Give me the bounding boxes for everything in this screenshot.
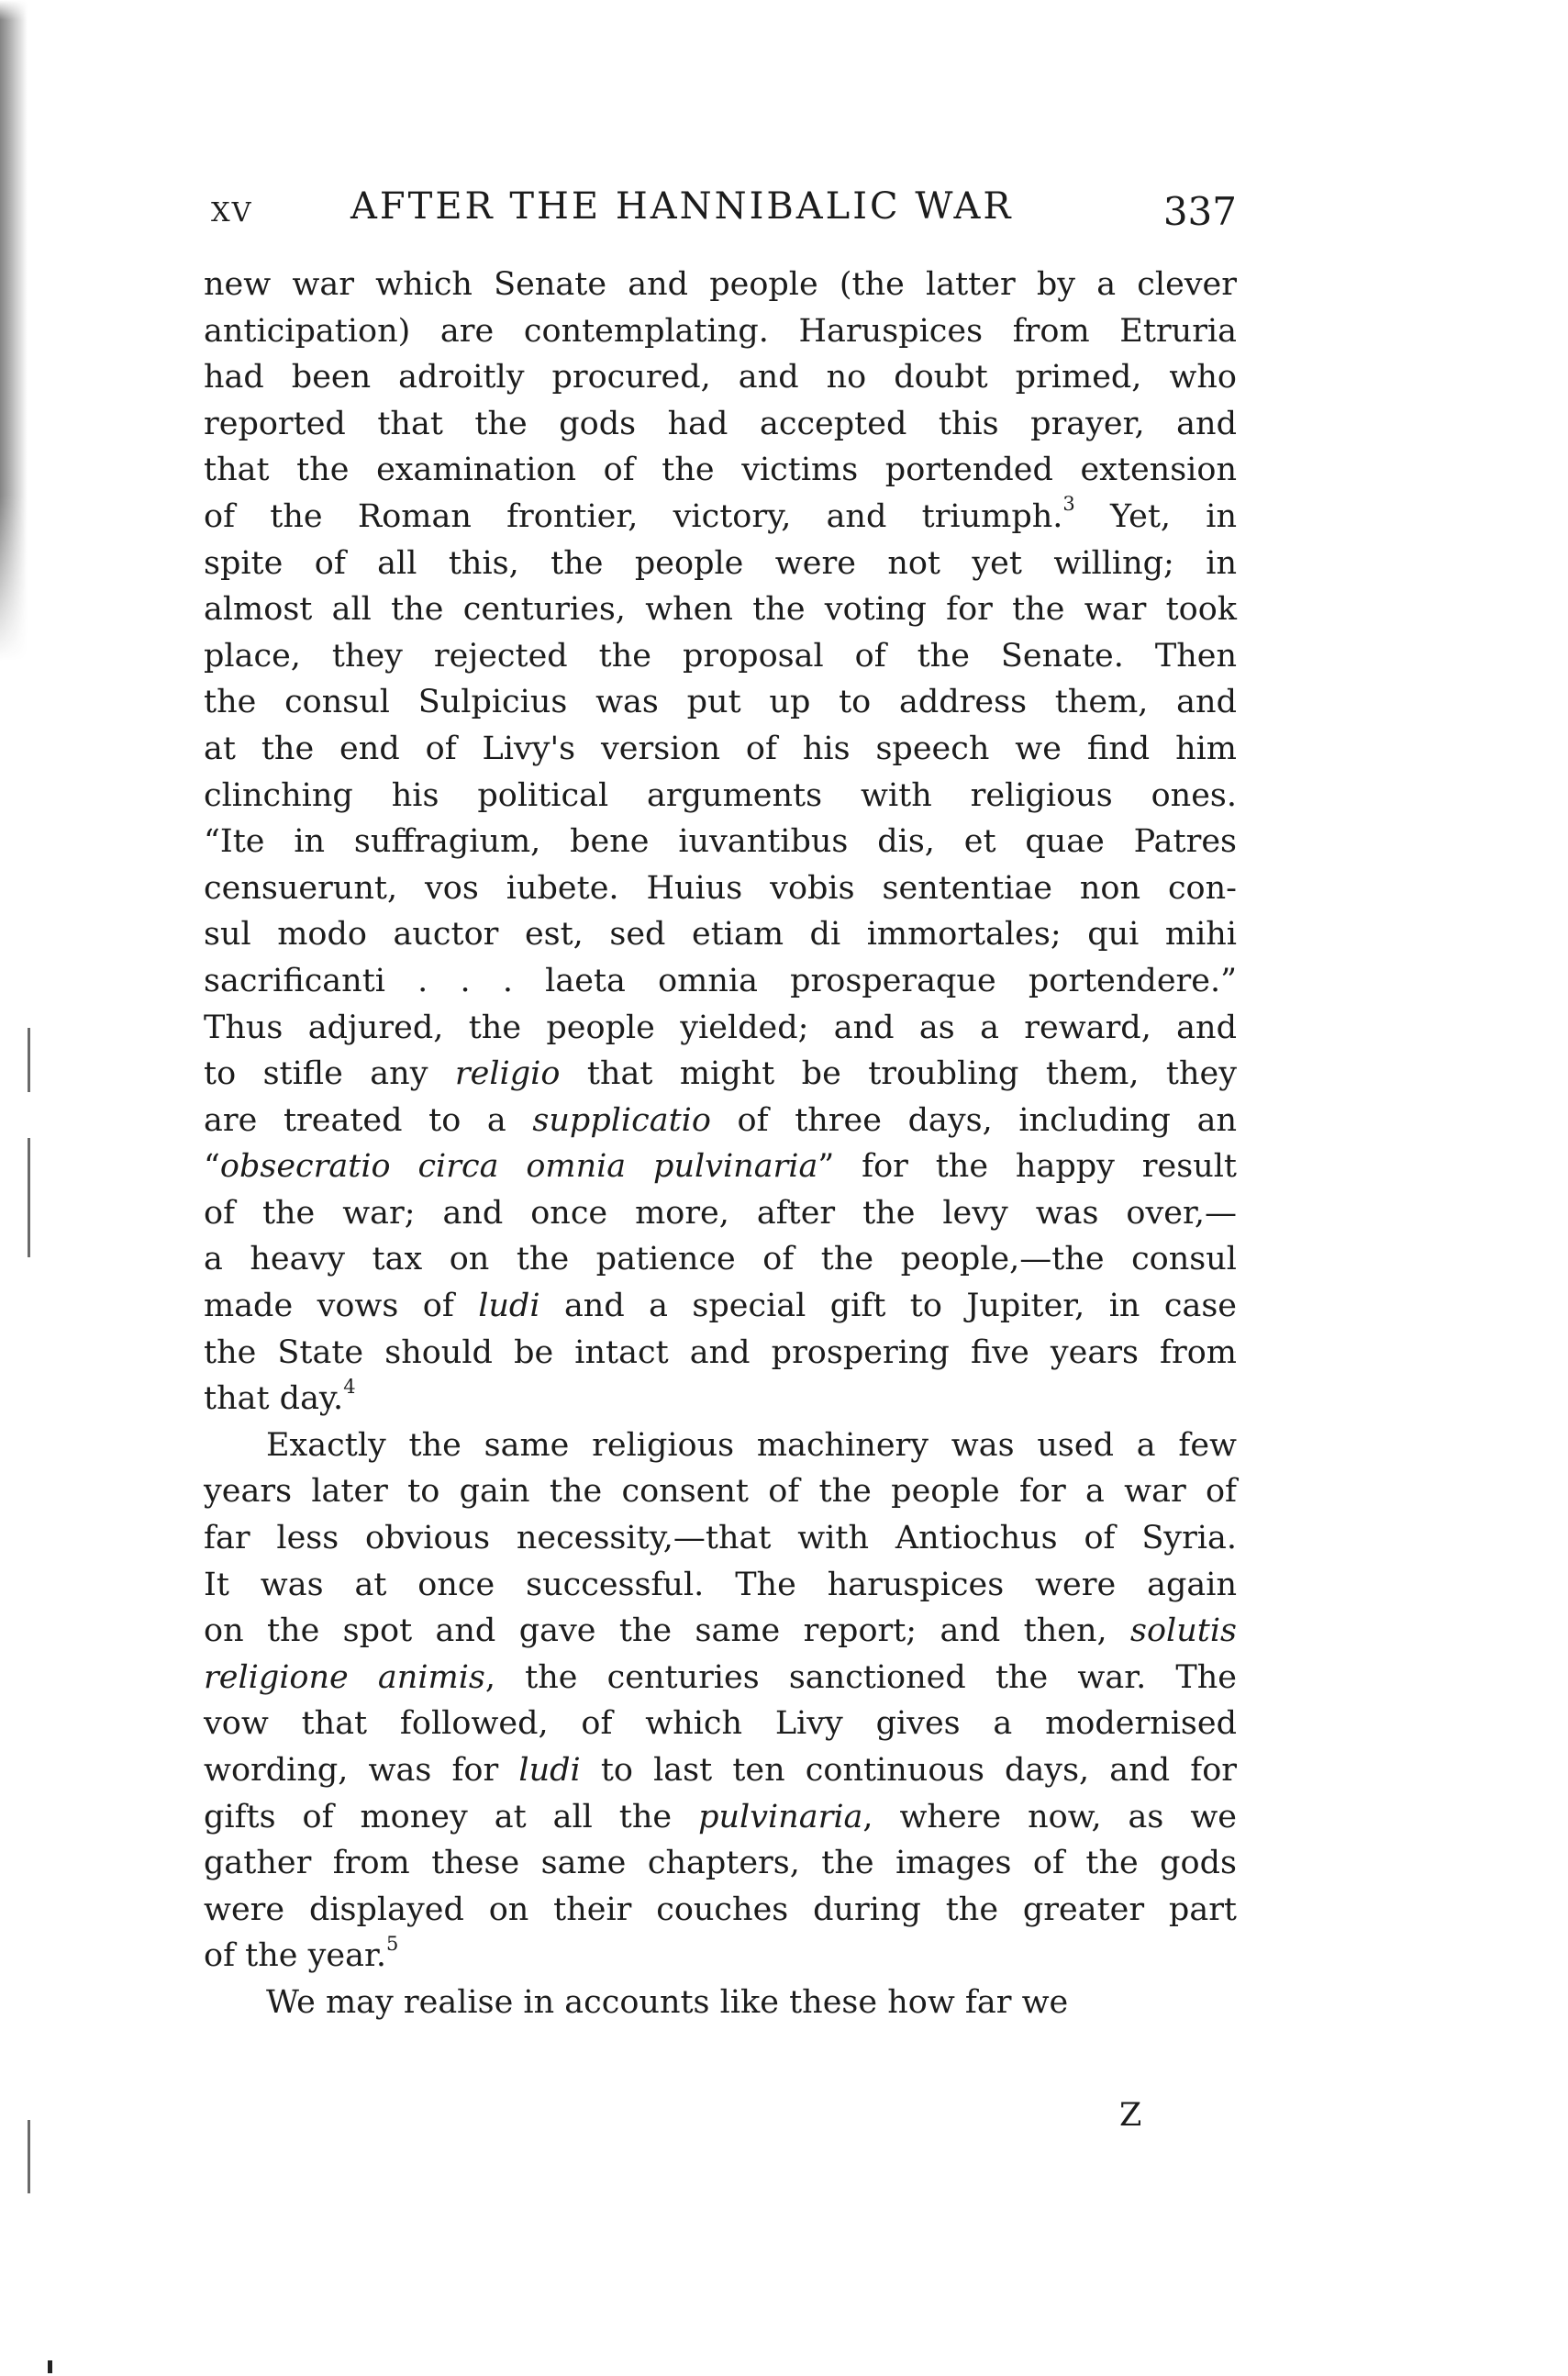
italic-text: solutis [1130, 1612, 1237, 1650]
text-run: and a special gift to Jupiter, in case [539, 1288, 1237, 1325]
text-run: “ [204, 1148, 220, 1186]
text-run: spite of all this, the people were not yet willing; in [204, 544, 1237, 582]
text-line [204, 1980, 1237, 2026]
footnote-ref: 5 [385, 1932, 399, 1955]
text-run: had been adroitly procured, and no doubt primed, who [204, 359, 1237, 396]
text-line [204, 1190, 1237, 1237]
paragraph [204, 1422, 1237, 1980]
ink-mark [48, 2360, 52, 2373]
text-run: the State should be intact and prospering five years from [204, 1333, 1237, 1371]
text-line [204, 633, 1237, 680]
italic-text: religione animis [204, 1658, 485, 1696]
text-line [204, 1051, 1237, 1098]
text-run: Thus adjured, the people yielded; and as a reward, and [204, 1009, 1237, 1046]
text-line [204, 1515, 1237, 1562]
text-run: years later to gain the consent of the people for a war of [204, 1473, 1237, 1511]
binding-mark [28, 2120, 30, 2193]
text-run: gifts of money at all the [204, 1798, 699, 1835]
text-run: “Ite in suffragium, bene iuvantibus dis, et quae Patres [204, 823, 1237, 861]
text-run: It was at once successful. The haruspices were again [204, 1566, 1237, 1603]
text-run: clinching his political arguments with religious ones. [204, 776, 1237, 814]
text-line [204, 1330, 1237, 1377]
text-run: Yet, in [1074, 497, 1237, 535]
text-run: of three days, including an [710, 1101, 1238, 1139]
signature-mark: Z [1119, 2097, 1142, 2134]
page-edge-shadow [0, 0, 28, 661]
text-line [204, 494, 1237, 541]
running-title: AFTER THE HANNIBALIC WAR [350, 185, 1014, 228]
text-run: , where now, as we [862, 1798, 1237, 1835]
text-line [204, 911, 1237, 958]
text-run: place, they rejected the proposal of the Senate. Then [204, 637, 1237, 675]
text-line [204, 1933, 1237, 1980]
text-run: Exactly the same religious machinery was used a few [266, 1426, 1237, 1464]
binding-mark [28, 1028, 30, 1092]
running-head [204, 174, 1237, 239]
text-run: new war which Senate and people (the latter by a clever [204, 266, 1237, 303]
text-run: on the spot and gave the same report; and then, [204, 1612, 1130, 1650]
paragraph [204, 262, 1237, 1422]
text-run: were displayed on their couches during the greater part [204, 1891, 1237, 1928]
text-line [204, 679, 1237, 726]
text-run: of the year. [204, 1937, 386, 1975]
page-number: 337 [1162, 189, 1237, 234]
text-line [204, 1005, 1237, 1052]
text-run: , the centuries sanctioned the war. The [484, 1658, 1237, 1696]
text-line [204, 1468, 1237, 1515]
text-run: are treated to a [204, 1101, 533, 1139]
text-line [204, 819, 1237, 865]
binding-mark [28, 1138, 30, 1257]
text-line [204, 1608, 1237, 1655]
text-run: vow that followed, of which Livy gives a modernised [204, 1705, 1237, 1743]
text-line [204, 541, 1237, 587]
text-run: that day. [204, 1380, 344, 1418]
body-text [204, 262, 1237, 2026]
text-line [204, 401, 1237, 448]
paragraph [204, 1980, 1237, 2026]
text-run: of the war; and once more, after the levy was over,— [204, 1194, 1237, 1232]
text-line [204, 308, 1237, 355]
text-line [204, 726, 1237, 773]
text-line [204, 1747, 1237, 1794]
italic-text: ludi [518, 1752, 581, 1789]
text-run: censuerunt, vos iubete. Huius vobis sententiae non con- [204, 869, 1237, 907]
text-run: at the end of Livy's version of his speech we find him [204, 730, 1237, 767]
footnote-ref: 4 [343, 1375, 356, 1398]
text-run: almost all the centuries, when the voting for the war took [204, 591, 1237, 629]
text-run: that the examination of the victims portended extension [204, 452, 1237, 489]
text-run: far less obvious necessity,—that with Antiochus of Syria. [204, 1520, 1237, 1557]
text-line [204, 1236, 1237, 1283]
text-line [204, 586, 1237, 633]
text-line [204, 1283, 1237, 1330]
text-run: sul modo auctor est, sed etiam di immortales; qui mihi [204, 916, 1237, 954]
text-run: of the Roman frontier, victory, and triumph. [204, 497, 1063, 535]
italic-text: obsecratio circa omnia pulvinaria [219, 1148, 818, 1186]
text-run: sacrificanti . . . laeta omnia prosperaque portendere.” [204, 962, 1237, 999]
text-line [204, 1562, 1237, 1609]
text-run: made vows of [204, 1288, 479, 1325]
text-run: wording, was for [204, 1752, 519, 1789]
text-line [204, 1840, 1237, 1887]
italic-text: ludi [478, 1288, 540, 1325]
text-run: reported that the gods had accepted this prayer, and [204, 405, 1237, 442]
text-line [204, 354, 1237, 401]
italic-text: pulvinaria [698, 1798, 863, 1835]
text-run: We may realise in accounts like these how far we [266, 1983, 1069, 2021]
text-line [204, 773, 1237, 820]
text-run: ” for the happy result [817, 1148, 1237, 1186]
section-number: XV [211, 196, 253, 228]
text-line [204, 1655, 1237, 1701]
text-line [204, 958, 1237, 1005]
text-line [204, 1098, 1237, 1144]
text-line [204, 447, 1237, 494]
text-run: to stifle any [204, 1055, 455, 1093]
italic-text: supplicatio [532, 1101, 711, 1139]
text-run: gather from these same chapters, the images of the gods [204, 1845, 1237, 1882]
text-line [204, 262, 1237, 308]
text-line [204, 865, 1237, 912]
footnote-ref: 3 [1062, 493, 1075, 516]
italic-text: religio [454, 1055, 561, 1093]
text-line [204, 1422, 1237, 1469]
text-line [204, 1143, 1237, 1190]
text-line [204, 1701, 1237, 1747]
text-line [204, 1376, 1237, 1422]
text-line [204, 1794, 1237, 1841]
text-run: anticipation) are contemplating. Haruspices from Etruria [204, 312, 1237, 350]
text-run: a heavy tax on the patience of the people,—the consul [204, 1241, 1237, 1278]
text-line [204, 1887, 1237, 1934]
text-run: to last ten continuous days, and for [580, 1752, 1237, 1789]
text-run: that might be troubling them, they [560, 1055, 1237, 1093]
text-run: the consul Sulpicius was put up to address them, and [204, 684, 1237, 721]
